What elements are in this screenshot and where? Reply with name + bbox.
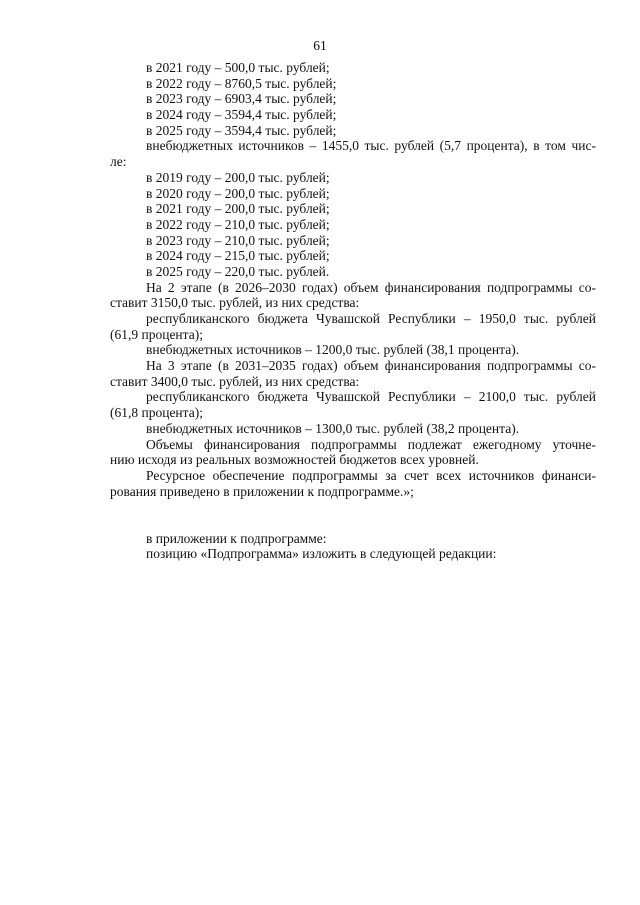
text-line: в 2019 году – 200,0 тыс. рублей;: [146, 169, 330, 185]
text-line: в 2025 году – 3594,4 тыс. рублей;: [146, 122, 337, 138]
text-line: в 2024 году – 215,0 тыс. рублей;: [146, 248, 330, 264]
document-body: [110, 60, 596, 562]
text-line: ле:: [110, 154, 127, 170]
text-line: (61,9 процента);: [110, 326, 203, 342]
text-line: республиканского бюджета Чувашской Республики – 2100,0 тыс. рублей: [146, 389, 596, 405]
text-line: в 2022 году – 210,0 тыс. рублей;: [146, 216, 330, 232]
text-line: в 2021 году – 500,0 тыс. рублей;: [146, 60, 330, 75]
text-line: позицию «Подпрограмма» изложить в следующей редакции:: [146, 546, 497, 562]
text-line: республиканского бюджета Чувашской Республики – 1950,0 тыс. рублей: [146, 311, 596, 326]
text-line: внебюджетных источников – 1200,0 тыс. рублей (38,1 процента).: [146, 342, 520, 358]
text-line: в приложении к подпрограмме:: [146, 530, 327, 546]
text-line: (61,8 процента);: [110, 405, 203, 421]
text-line: Ресурсное обеспечение подпрограммы за счет всех источников финанси-: [146, 467, 596, 483]
text-line: в 2024 году – 3594,4 тыс. рублей;: [146, 107, 337, 123]
text-line: На 2 этапе (в 2026–2030 годах) объем финансирования подпрограммы со-: [146, 279, 596, 295]
text-line: в 2020 году – 200,0 тыс. рублей;: [146, 185, 330, 201]
text-line: ставит 3150,0 тыс. рублей, из них средства:: [110, 295, 360, 311]
text-line: в 2021 году – 200,0 тыс. рублей;: [146, 201, 330, 217]
text-line: На 3 этапе (в 2031–2035 годах) объем финансирования подпрограммы со-: [146, 358, 596, 374]
text-line: в 2023 году – 6903,4 тыс. рублей;: [146, 91, 337, 107]
text-line: в 2023 году – 210,0 тыс. рублей;: [146, 232, 330, 248]
text-line: внебюджетных источников – 1300,0 тыс. рублей (38,2 процента).: [146, 420, 520, 436]
text-line: рования приведено в приложении к подпрограмме.»;: [110, 483, 414, 499]
text-line: Объемы финансирования подпрограммы подлежат ежегодному уточне-: [146, 436, 596, 452]
text-line: ставит 3400,0 тыс. рублей, из них средства:: [110, 373, 360, 389]
text-line: в 2022 году – 8760,5 тыс. рублей;: [146, 75, 337, 91]
page-number: 61: [313, 38, 327, 53]
text-line: в 2025 году – 220,0 тыс. рублей.: [146, 263, 330, 279]
text-line: нию исходя из реальных возможностей бюджетов всех уровней.: [110, 452, 479, 468]
paragraph-gap: [110, 499, 596, 530]
text-line: внебюджетных источников – 1455,0 тыс. рублей (5,7 процента), в том чис-: [146, 138, 596, 154]
